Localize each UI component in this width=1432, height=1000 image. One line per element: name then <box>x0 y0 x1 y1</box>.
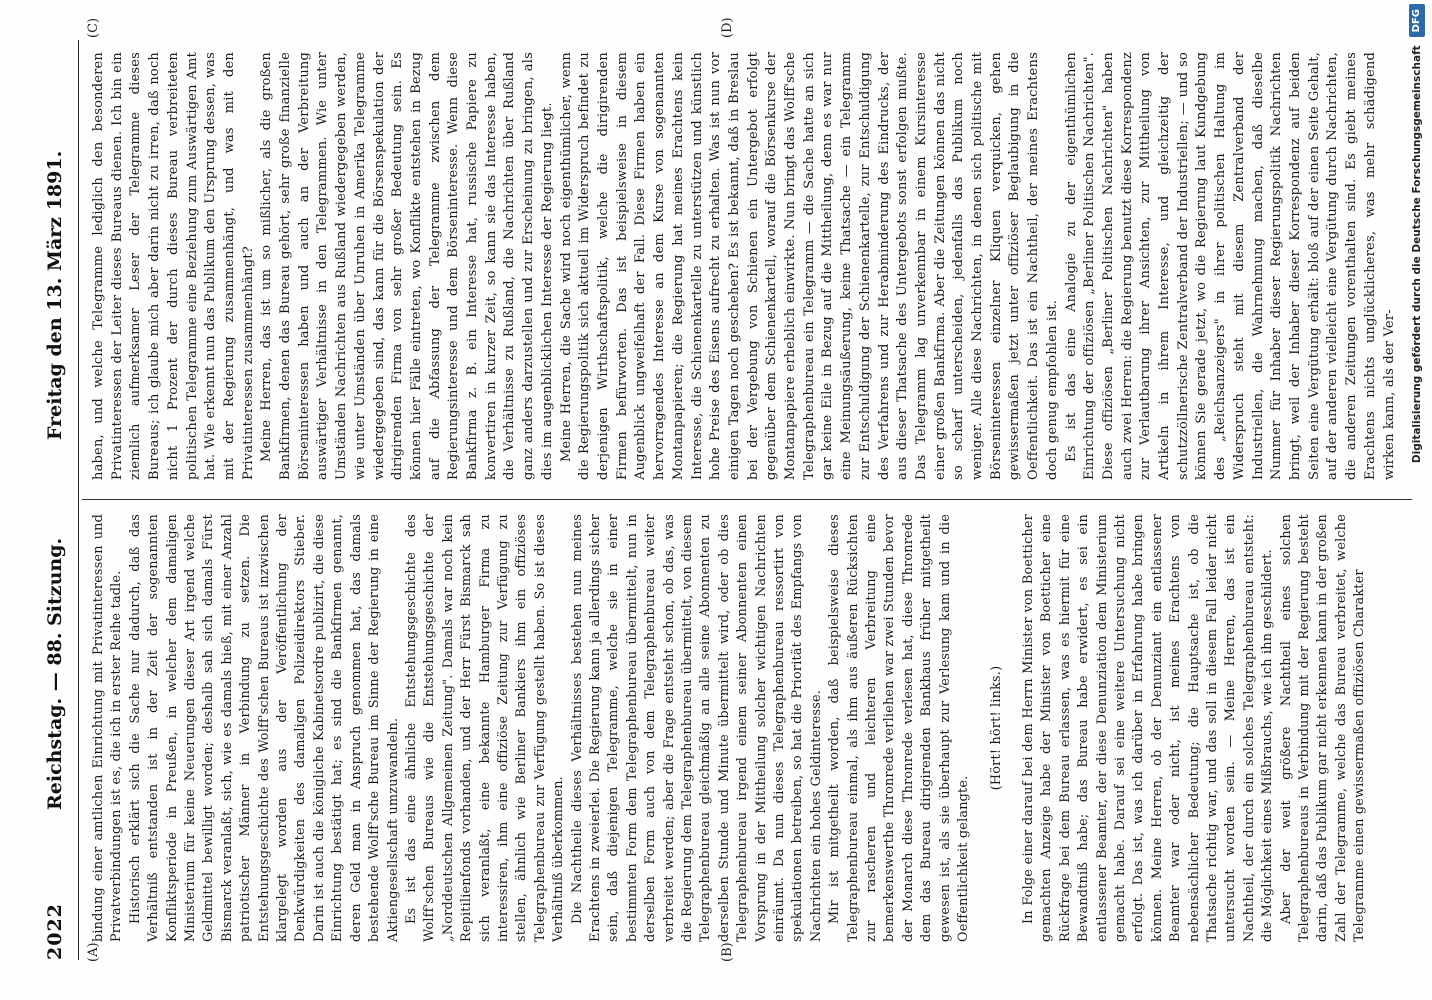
paragraph: Mir ist mitgetheilt worden, daß beispielsweise dieses Telegraphenbureau einmal, als ihm aus äußeren Rücksichten zur rascheren und leichteren Verbreitung eine bemerkenswerthe Thronrede verliehen war zwei Stunden bevor der Monarch diese Thronrede verlesen hat, diese Thronrede dem das Bureau dirigirenden Bankhaus früher mitgetheilt gewesen ist, als sie überhaupt zur Verlesung kam und in die Oeffentlichkeit gelangte. <box>827 514 972 942</box>
margin-mark-b: (B) <box>720 942 735 962</box>
margin-mark-a: (A) <box>86 942 101 962</box>
funding-credit <box>1405 4 1429 996</box>
paragraph: Die Nachtheile dieses Verhältnisses bestehen nun meines Erachtens in zweierlei. Die Regierung kann ja allerdings sicher sein, daß diejenigen Telegramme, welche sie in einer bestimmten Form dem Telegraphenbureau übermittelt, nun in derselben Form auch von dem Telegraphenbureau weiter verbreitet werden; aber die Frage entsteht schon, ob das, was die Regierung dem Telegraphenbureau übermittelt, von diesem Telegraphenbureau gleichmäßig an alle seine Abonnenten zu derselben Stunde und Minute übermittelt wird, oder ob dies Telegraphenbureau irgend einem seiner Abonnenten einen Vorsprung in der Mittheilung solcher wichtigen Nachrichten einräumt. Da nun dieses Telegraphenbureau ressortirt von spekulationen betreiben, so hat die Priorität des Empfangs von Nachrichten ein hohes Geldinteresse. <box>569 514 824 942</box>
session-title: Reichstag. — 88. Sitzung. <box>44 537 66 810</box>
page-header <box>38 40 74 960</box>
paragraph: Es ist das eine Analogie zu der eigenthümlichen Einrichtung der offiziösen „Berliner Politischen Nachrichten". Diese offiziösen „Berliner Politischen Nachrichten" haben auch zwei Herren: die Regierung benutzt diese Korrespondenz zur Verlautbarung ihrer Ansichten, zur Mittheilung von Artikeln in ihrem Interesse, und gleichzeitig der schutzzöllnerische Zentralverband der Industriellen; — und so können Sie gerade jetzt, wo die Regierung laut Kundgebung des „Reichsanzeigers" in ihrer politischen Haltung im Widerspruch steht mit diesem Zentralverband der Industriellen, die Wahrnehmung machen, daß dieselbe Nummer für Inhaber dieser Regierungspolitik Nachrichten bringt, weil der Inhaber dieser Korrespondenz auf beiden Seiten eine Vergütung erhält: bloß auf der einen Seite Gehalt, auf der anderen vielleicht eine Vergütung durch Nachrichten, die anderen Zeitungen vorenthalten sind. Es giebt meines Erachtens nichts unglücklicheres, was mehr schädigend wirken kann, als der Ver- <box>1063 52 1397 480</box>
column-divider <box>82 499 1412 500</box>
right-column <box>90 52 1399 480</box>
margin-mark-d: (D) <box>720 17 735 38</box>
left-column <box>90 514 1370 942</box>
paragraph: In Folge einer darauf bei dem Herrn Minister von Boetticher gemachten Anzeige habe der Minister von Boetticher eine Rückfrage bei dem Bureau erlassen, was es hiermit für eine Bewandtniß habe; das Bureau habe erwidert, es sei ein entlassener Beamter, der diese Denunziation dem Ministerium gemacht habe. Darauf sei eine weitere Untersuchung nicht erfolgt. Das ist, was ich darüber in Erfahrung habe bringen können. Meine Herren, ob der Denunziant ein entlassener Beamter war oder nicht, ist meines Erachtens von nebensächlicher Bedeutung; die Hauptsache ist, ob die Thatsache richtig war, und das soll in diesem Fall leider nicht untersucht worden sein. — Meine Herren, das ist ein Nachtheil, der durch ein solches Telegraphenbureau entsteht: die Möglichkeit eines Mißbrauchs, wie ich ihn geschildert. <box>1020 514 1276 942</box>
paragraph: Es ist das eine ähnliche Entstehungsgeschichte des Wolff'schen Bureaus wie die Entstehungsgeschichte der „Norddeutschen Allgemeinen Zeitung". Damals war noch kein Repitilienfonds vorhanden, und der Herr Fürst Bismarck sah sich veranlaßt, eine bekannte Hamburger Firma zu interessiren, ihm eine offiziöse Zeitung zur Verfügung zu stellen, ähnlich wie Berliner Bankiers ihm ein offiziöses Telegraphenbureau zur Verfügung gestellt haben. So ist dieses Verhältniß überkommen. <box>403 514 567 942</box>
paragraph: Meine Herren, die Sache wird noch eigenthümlicher, wenn die Regierungspolitik sich aktuell im Widerspruch befindet zu derjenigen Wirthschaftspolitik, welche die dirigirenden Firmen befürworten. Das ist beispielsweise in diesem Augenblick ungweifelhaft der Fall. Diese Firmen haben ein hervorragendes Interesse an dem Kurse von sogenannten Montanpapieren; die Regierung hat meines Erachtens kein Interesse, die Schienenkartelle zu unterstützen und künstlich hohe Preise des Eisens aufrecht zu erhalten. Was ist nun vor einigen Tagen noch geschehen? Es ist bekannt, daß in Breslau bei der Vergebung von Schienen ein Untergebot erfolgt gegenüber dem Schienenkartell, worauf die Börsenkurse der Montanpapiere erheblich einwirkte. Nun bringt das Wolff'sche Telegraphenbureau ein Telegramm — die Sache hatte an sich gar keine Eile in Bezug auf die Mittheilung, denn es war nur eine Meinungsäußerung, keine Thatsache — ein Telegramm zur Entschuldigung der Schienenkartelle, zur Entschuldigung des Verfahrens und zur Herabminderung des Eindrucks, der aus dieser Thatsache des Untergebots sonst erfolgen mußte. Das Telegramm lag unverkennbar in einem Kursinteresse einer großen Bankfirma. Aber die Zeitungen können das nicht so scharf unterscheiden, jedenfalls das Publikum noch weniger. Alle diese Nachrichten, in denen sich politische mit Börseninteressen einzelner Kliquen verquicken, gehen gewissermaßen jetzt unter offiziöser Beglaubigung in die Oeffentlichkeit. Das ist ein Nachtheil, der meines Erachtens doch genug empfohlen ist. <box>558 52 1060 480</box>
header-rule <box>78 40 79 960</box>
interjection: (Hört! hört! links.) <box>988 665 1004 791</box>
paragraph: Historisch erklärt sich die Sache nur dadurch, daß das Verhältniß entstanden ist in der Zeit der sogenannten Konfliktsperiode in Preußen, in welcher dem damaligen Ministerium für keine Neuerungen dieser Art irgend welche Geldmittel bewilligt worden; deshalb sah sich damals Fürst Bismarck veranlaßt, sich, wie es damals hieß, mit einer Anzahl patriotischer Männer in Verbindung zu setzen. Die Entstehungsgeschichte des Wolff'schen Bureaus ist inzwischen klargelegt worden aus der Veröffentlichung der Denkwürdigkeiten des damaligen Polizeidirektors Stieber. Darin ist auch die königliche Kabinetsordre publizirt, die diese Einrichtung bestätigt hat; es sind die Bankfirmen genannt, deren Geld man in Anspruch genommen hat, das damals bestehende Wolff'sche Bureau im Sinne der Regierung in eine Aktiengesellschaft umzuwandeln. <box>127 514 401 942</box>
paragraph: haben, und welche Telegramme lediglich den besonderen Privatinteressen der Leiter dieses Bureaus dienen. Ich bin ein ziemlich aufmerksamer Leser der Telegramme dieses Bureaus; ich glaube mich aber darin nicht zu irren, daß noch nicht 1 Prozent der durch dieses Bureau verbreiteten politischen Telegramme eine Beziehung zum Auswärtigen Amt hat. Wie erkennt nun das Publikum den Ursprung dessen, was mit der Regierung zusammenhängt, und was mit den Privatinteressen zusammenhängt? <box>91 52 256 480</box>
dfg-logo: DFG <box>1409 4 1425 37</box>
paragraph: Aber der weit größere Nachtheil eines solchen Telegraphenbureaus in Verbindung mit der Regierung besteht darin, daß das Publikum gar nicht erkennen kann in der großen Zahl der Telegramme, welche das Bureau verbreitet, welche Telegramme einen gewissermaßen offiziösen Charakter <box>1278 514 1368 942</box>
page-number: 2022 <box>44 903 66 960</box>
margin-mark-c: (C) <box>86 17 101 38</box>
paragraph: bindung einer amtlichen Einrichtung mit Privatinteressen und Privatverbindungen ist es, die ich in erster Reihe tadle. <box>91 514 125 942</box>
session-date: Freitag den 13. März 1891. <box>44 150 66 440</box>
paragraph: Meine Herren, das ist um so mißlicher, als die großen Bankfirmen, denen das Bureau gehört, sehr große finanzielle Börseninteressen haben und auch an der Verbreitung auswärtiger Verhältnisse in den Telegrammen. Wie unter Umständen Nachrichten aus Rußland wiedergegeben werden, wie unter Umständen über Unruhen in Amerika Telegramme wiedergegeben sind, das kann für die Börsenspekulation der dirigirenden Firma von sehr großer Bedeutung sein. Es können hier Fälle eintreten, wo Konflikte entstehen in Bezug auf die Abfassung der Telegramme zwischen dem Regierungsinteresse und dem Börseninteresse. Wenn diese Bankfirma z. B. ein Interesse hat, russische Papiere zu konvertiren in kurzer Zeit, so kann sie das Interesse haben, die Verhältnisse zu Rußland, die Nachrichten über Rußland ganz anders darzustellen und zur Erscheinung zu bringen, als dies im augenblicklichen Interesse der Regierung liegt. <box>259 52 555 480</box>
credit-text: Digitalisierung gefördert durch die Deutsche Forschungsgemeinschaft <box>1411 45 1423 464</box>
